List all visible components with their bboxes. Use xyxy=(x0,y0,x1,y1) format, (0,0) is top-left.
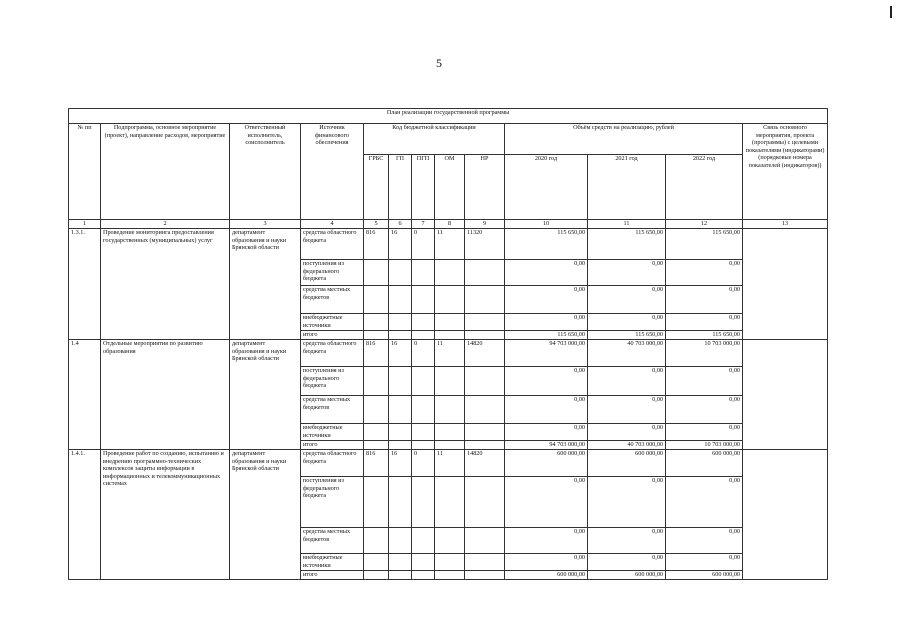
row-grbs xyxy=(364,396,389,424)
row-2022: 0,00 xyxy=(666,528,743,554)
row-grbs: 816 xyxy=(364,229,389,260)
row-pgp: 0 xyxy=(412,450,435,477)
row-number: 1.3.1. xyxy=(69,229,101,340)
row-source: внебюджетные источники xyxy=(301,424,364,441)
header-row xyxy=(69,124,828,155)
row-grbs xyxy=(364,260,389,286)
col-number: 7 xyxy=(412,220,435,229)
row-pgp xyxy=(412,367,435,396)
row-2021: 115 650,00 xyxy=(588,331,666,340)
row-name: Проведение мониторинга предоставления государственных (муниципальных) услуг xyxy=(101,229,230,340)
row-pgp xyxy=(412,396,435,424)
row-source: поступления из федерального бюджета xyxy=(301,260,364,286)
header-num: № пп xyxy=(69,124,101,220)
row-2020: 0,00 xyxy=(505,477,588,528)
row-name: Отдельные мероприятия по развитию образования xyxy=(101,340,230,450)
row-2020: 0,00 xyxy=(505,424,588,441)
row-pgp xyxy=(412,441,435,450)
row-pgp xyxy=(412,571,435,580)
row-gp xyxy=(389,441,412,450)
header-2020: 2020 год xyxy=(505,155,588,220)
row-2021: 600 000,00 xyxy=(588,571,666,580)
row-grbs xyxy=(364,528,389,554)
row-source: поступления из федерального бюджета xyxy=(301,367,364,396)
row-2022: 0,00 xyxy=(666,424,743,441)
row-pgp xyxy=(412,528,435,554)
row-2020: 0,00 xyxy=(505,314,588,331)
row-2021: 40 703 000,00 xyxy=(588,340,666,367)
col-number: 9 xyxy=(465,220,505,229)
row-pgp xyxy=(412,314,435,331)
row-grbs xyxy=(364,477,389,528)
row-source: средства областного бюджета xyxy=(301,340,364,367)
row-number: 1.4 xyxy=(69,340,101,450)
header-2021: 2021 год xyxy=(588,155,666,220)
row-executor: департамент образования и науки Брянской области xyxy=(230,340,301,450)
row-pgp: 0 xyxy=(412,229,435,260)
row-grbs xyxy=(364,424,389,441)
row-2022: 600 000,00 xyxy=(666,450,743,477)
row-source: итого xyxy=(301,331,364,340)
row-grbs xyxy=(364,331,389,340)
row-source: внебюджетные источники xyxy=(301,554,364,571)
row-2021: 0,00 xyxy=(588,286,666,314)
header-2022: 2022 год xyxy=(666,155,743,220)
col-number: 11 xyxy=(588,220,666,229)
row-2021: 0,00 xyxy=(588,477,666,528)
row-2022: 0,00 xyxy=(666,286,743,314)
row-2022: 115 650,00 xyxy=(666,331,743,340)
row-2020: 0,00 xyxy=(505,554,588,571)
row-pgp xyxy=(412,554,435,571)
row-om xyxy=(435,554,465,571)
row-2022: 10 703 000,00 xyxy=(666,340,743,367)
row-2021: 0,00 xyxy=(588,314,666,331)
page-number: 5 xyxy=(436,56,442,70)
row-np xyxy=(465,396,505,424)
row-source: средства областного бюджета xyxy=(301,450,364,477)
row-2021: 0,00 xyxy=(588,528,666,554)
row-pgp xyxy=(412,477,435,528)
row-2020: 600 000,00 xyxy=(505,571,588,580)
row-gp xyxy=(389,554,412,571)
row-om: 11 xyxy=(435,450,465,477)
row-2021: 0,00 xyxy=(588,260,666,286)
row-2022: 0,00 xyxy=(666,396,743,424)
row-source: средства местных бюджетов xyxy=(301,286,364,314)
row-om: 11 xyxy=(435,229,465,260)
row-np xyxy=(465,477,505,528)
column-number-row xyxy=(69,220,828,229)
header-name: Подпрограмма, основное мероприятие (проект), направление расходов, мероприятие xyxy=(101,124,230,220)
row-grbs xyxy=(364,286,389,314)
row-2021: 0,00 xyxy=(588,424,666,441)
row-om: 11 xyxy=(435,340,465,367)
col-number: 13 xyxy=(743,220,828,229)
table-row xyxy=(69,340,828,367)
row-2021: 0,00 xyxy=(588,367,666,396)
row-link xyxy=(743,340,828,450)
row-gp xyxy=(389,314,412,331)
row-2020: 94 703 000,00 xyxy=(505,340,588,367)
row-om xyxy=(435,441,465,450)
row-om xyxy=(435,286,465,314)
row-gp xyxy=(389,367,412,396)
title-row xyxy=(69,109,828,124)
row-gp xyxy=(389,528,412,554)
row-np xyxy=(465,286,505,314)
row-2020: 0,00 xyxy=(505,396,588,424)
row-source: поступления из федерального бюджета xyxy=(301,477,364,528)
row-2022: 0,00 xyxy=(666,477,743,528)
row-grbs xyxy=(364,441,389,450)
header-link: Связь основного мероприятия, проекта (программы) с целевыми показателями (индикаторами) (порядковые номера показателей (индикаторов)) xyxy=(743,124,828,220)
header-volume: Объём средств на реализацию, рублей xyxy=(505,124,743,155)
row-gp xyxy=(389,396,412,424)
col-number: 5 xyxy=(364,220,389,229)
row-grbs: 816 xyxy=(364,450,389,477)
row-gp: 16 xyxy=(389,340,412,367)
row-grbs xyxy=(364,367,389,396)
header-om: ОМ xyxy=(435,155,465,220)
row-gp: 16 xyxy=(389,450,412,477)
row-grbs xyxy=(364,314,389,331)
row-gp xyxy=(389,260,412,286)
row-np xyxy=(465,331,505,340)
row-np xyxy=(465,424,505,441)
row-grbs xyxy=(364,554,389,571)
row-2020: 0,00 xyxy=(505,367,588,396)
plan-table xyxy=(68,108,828,580)
row-np xyxy=(465,571,505,580)
header-pgp: ПГП xyxy=(412,155,435,220)
header-np: НР xyxy=(465,155,505,220)
row-pgp: 0 xyxy=(412,340,435,367)
row-pgp xyxy=(412,260,435,286)
row-gp xyxy=(389,286,412,314)
row-2022: 0,00 xyxy=(666,554,743,571)
row-2021: 600 000,00 xyxy=(588,450,666,477)
row-pgp xyxy=(412,331,435,340)
edge-mark xyxy=(890,6,892,18)
row-2022: 10 703 000,00 xyxy=(666,441,743,450)
row-gp xyxy=(389,424,412,441)
row-source: итого xyxy=(301,571,364,580)
row-2020: 115 650,00 xyxy=(505,229,588,260)
row-np: 14820 xyxy=(465,450,505,477)
row-om xyxy=(435,571,465,580)
col-number: 1 xyxy=(69,220,101,229)
row-source: внебюджетные источники xyxy=(301,314,364,331)
row-2020: 0,00 xyxy=(505,260,588,286)
row-2020: 115 650,00 xyxy=(505,331,588,340)
table-row xyxy=(69,450,828,477)
header-executor: Ответственный исполнитель, соисполнитель xyxy=(230,124,301,220)
header-grbs: ГРБС xyxy=(364,155,389,220)
row-om xyxy=(435,260,465,286)
row-source: средства областного бюджета xyxy=(301,229,364,260)
row-np xyxy=(465,528,505,554)
row-link xyxy=(743,229,828,340)
row-om xyxy=(435,367,465,396)
col-number: 6 xyxy=(389,220,412,229)
row-om xyxy=(435,314,465,331)
row-np xyxy=(465,314,505,331)
row-2022: 600 000,00 xyxy=(666,571,743,580)
row-gp xyxy=(389,331,412,340)
row-2020: 0,00 xyxy=(505,286,588,314)
col-number: 3 xyxy=(230,220,301,229)
row-2021: 40 703 000,00 xyxy=(588,441,666,450)
row-source: средства местных бюджетов xyxy=(301,528,364,554)
row-np xyxy=(465,441,505,450)
row-np xyxy=(465,367,505,396)
row-2020: 600 000,00 xyxy=(505,450,588,477)
row-grbs: 816 xyxy=(364,340,389,367)
row-name: Проведение работ по созданию, испытанию и внедрению программно-технических комплексов защиты информации в информационных и телекоммуникационных системах xyxy=(101,450,230,580)
row-2020: 0,00 xyxy=(505,528,588,554)
header-budget-code: Код бюджетной классификации xyxy=(364,124,505,155)
row-number: 1.4.1. xyxy=(69,450,101,580)
row-2021: 0,00 xyxy=(588,554,666,571)
table-title: План реализации государственной программы xyxy=(69,109,828,124)
col-number: 2 xyxy=(101,220,230,229)
row-executor: департамент образования и науки Брянской области xyxy=(230,450,301,580)
row-link xyxy=(743,450,828,580)
row-2022: 115 650,00 xyxy=(666,229,743,260)
row-np xyxy=(465,260,505,286)
row-2021: 115 650,00 xyxy=(588,229,666,260)
row-om xyxy=(435,396,465,424)
table-row xyxy=(69,229,828,260)
row-om xyxy=(435,331,465,340)
row-source: итого xyxy=(301,441,364,450)
row-executor: департамент образования и науки Брянской области xyxy=(230,229,301,340)
row-om xyxy=(435,424,465,441)
row-pgp xyxy=(412,424,435,441)
col-number: 4 xyxy=(301,220,364,229)
row-np: 11320 xyxy=(465,229,505,260)
row-pgp xyxy=(412,286,435,314)
row-om xyxy=(435,477,465,528)
row-source: средства местных бюджетов xyxy=(301,396,364,424)
header-gp: ГП xyxy=(389,155,412,220)
row-grbs xyxy=(364,571,389,580)
row-om xyxy=(435,528,465,554)
row-2022: 0,00 xyxy=(666,314,743,331)
row-np: 14820 xyxy=(465,340,505,367)
row-2020: 94 703 000,00 xyxy=(505,441,588,450)
col-number: 12 xyxy=(666,220,743,229)
row-gp: 16 xyxy=(389,229,412,260)
row-2022: 0,00 xyxy=(666,260,743,286)
row-2021: 0,00 xyxy=(588,396,666,424)
row-np xyxy=(465,554,505,571)
row-gp xyxy=(389,571,412,580)
col-number: 8 xyxy=(435,220,465,229)
header-source: Источник финансового обеспечения xyxy=(301,124,364,220)
col-number: 10 xyxy=(505,220,588,229)
row-gp xyxy=(389,477,412,528)
row-2022: 0,00 xyxy=(666,367,743,396)
